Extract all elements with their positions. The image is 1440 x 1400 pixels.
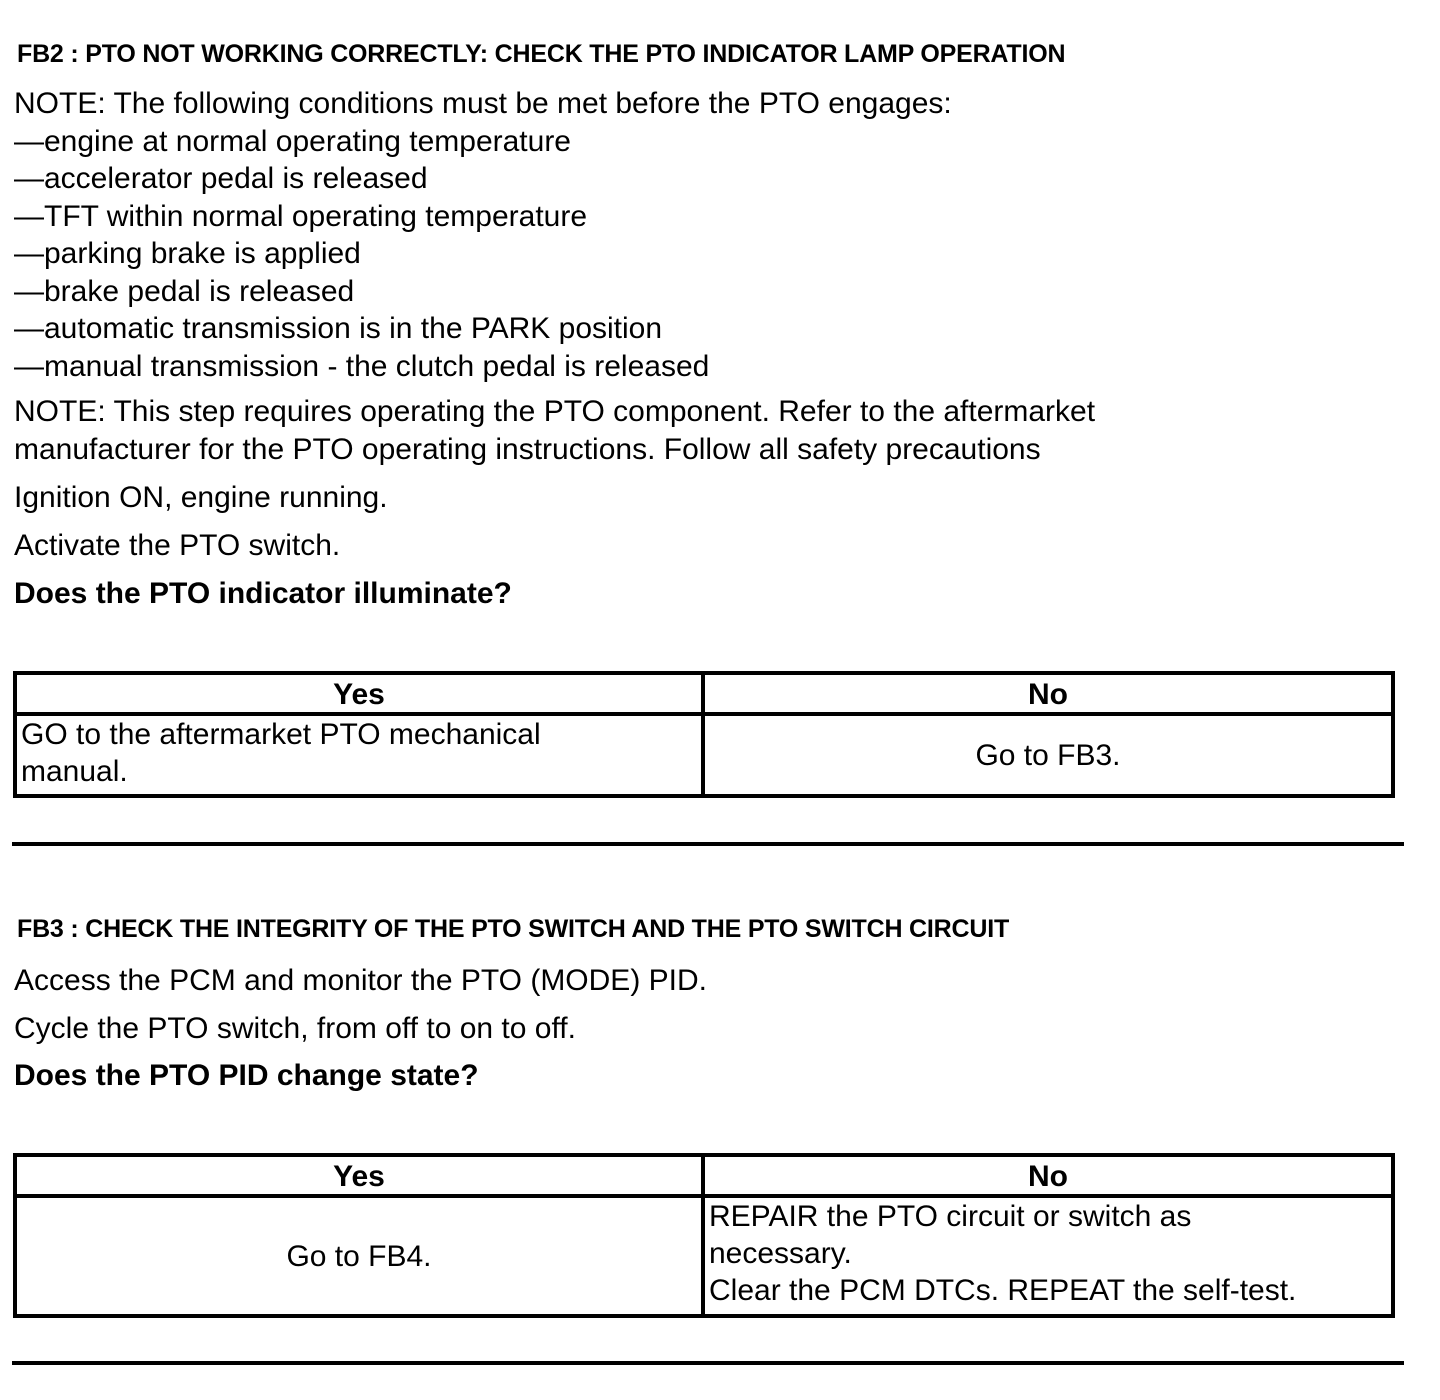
yes-header: Yes xyxy=(17,1157,705,1198)
fb3-title: FB3 : CHECK THE INTEGRITY OF THE PTO SWITCH AND THE PTO SWITCH CIRCUIT xyxy=(17,915,1010,943)
fb2-step-activate: Activate the PTO switch. xyxy=(14,529,341,562)
condition-item: —TFT within normal operating temperature xyxy=(14,199,588,233)
condition-item: —engine at normal operating temperature xyxy=(14,124,571,158)
condition-item: —accelerator pedal is released xyxy=(14,162,428,195)
condition-item: —brake pedal is released xyxy=(14,274,355,308)
fb2-question: Does the PTO indicator illuminate? xyxy=(14,577,512,610)
condition-item: —manual transmission - the clutch pedal is released xyxy=(14,349,710,383)
fb2-step-ignition: Ignition ON, engine running. xyxy=(14,481,388,514)
fb2-conditions-note xyxy=(14,85,952,385)
no-action-line: Clear the PCM DTCs. REPEAT the self-test. xyxy=(709,1274,1297,1307)
yes-action-line: manual. xyxy=(21,755,128,788)
yes-action xyxy=(17,716,705,794)
operating-note-line: manufacturer for the PTO operating instructions. Follow all safety precautions xyxy=(14,432,1041,466)
no-action-line: REPAIR the PTO circuit or switch as xyxy=(709,1200,1192,1233)
no-header: No xyxy=(705,675,1391,716)
operating-note-line: NOTE: This step requires operating the PTO component. Refer to the aftermarket xyxy=(14,395,1096,428)
fb3-step-access: Access the PCM and monitor the PTO (MODE) PID. xyxy=(14,964,707,997)
condition-item: —parking brake is applied xyxy=(14,237,361,270)
yes-action-line: GO to the aftermarket PTO mechanical xyxy=(21,718,541,751)
no-header: No xyxy=(705,1157,1391,1198)
section-divider xyxy=(12,1361,1404,1365)
no-action xyxy=(705,1198,1391,1314)
fb3-step-cycle: Cycle the PTO switch, from off to on to off. xyxy=(14,1012,576,1045)
fb3-question: Does the PTO PID change state? xyxy=(14,1059,479,1092)
fb2-note-intro: NOTE: The following conditions must be met before the PTO engages: xyxy=(14,87,952,120)
fb2-operating-note xyxy=(14,393,1095,468)
no-action: Go to FB3. xyxy=(975,738,1121,772)
yes-action: Go to FB4. xyxy=(17,1198,705,1314)
fb3-result-table xyxy=(13,1153,1395,1318)
no-action-line: necessary. xyxy=(709,1237,852,1270)
section-divider xyxy=(12,842,1404,846)
yes-header: Yes xyxy=(17,675,705,716)
condition-item: —automatic transmission is in the PARK position xyxy=(14,312,663,345)
fb2-title: FB2 : PTO NOT WORKING CORRECTLY: CHECK THE PTO INDICATOR LAMP OPERATION xyxy=(17,40,1066,68)
fb2-result-table xyxy=(13,671,1395,798)
